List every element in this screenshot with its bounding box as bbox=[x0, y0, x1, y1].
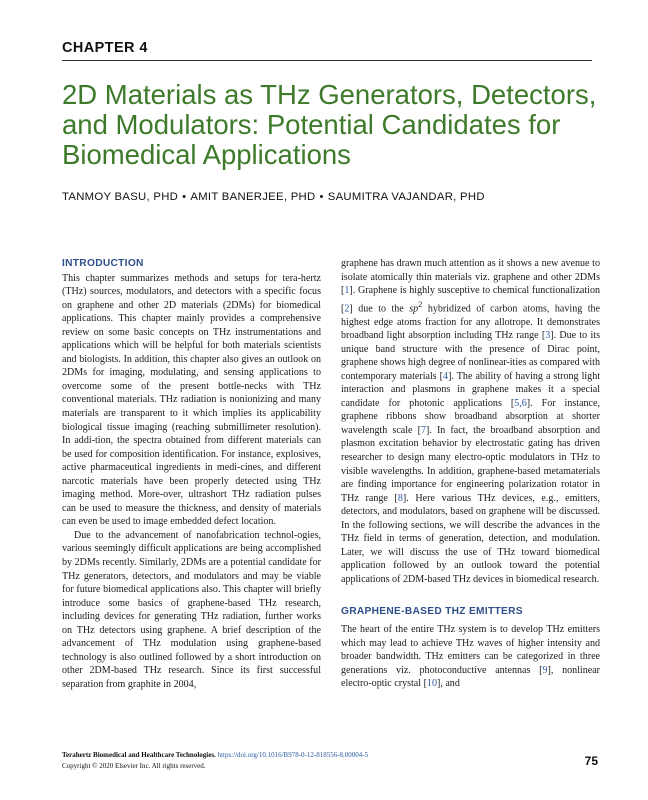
citation-link[interactable]: 2 bbox=[344, 302, 350, 314]
author-name: AMIT BANERJEE, PHD bbox=[190, 191, 316, 203]
citation-link[interactable]: 1 bbox=[344, 285, 350, 297]
chapter-title: 2D Materials as THz Generators, Detectors, and Modulators: Potential Candidates for Biomedical Applications bbox=[62, 79, 597, 170]
intro-paragraph-1: This chapter summarizes methods and setups for tera-hertz (THz) sources, modulators, and detectors with a specific focus on graphene and other 2D materials (2DMs) for biomedical applications. This chapter mainly provides a comprehensive review on some basic concepts on THz instrumentations and applications which will be helpful for both materials scientists and biologists. In addition, this chapter also gives an outlook on 2DMs for imaging, modulating, and sensing applications to overcome some of the present bottle-necks with THz conventional materials. THz radiation is nonionizing and many materials are transparent to it which implies its applicability biological tissue imaging (reaching submillimeter resolution). In addi-tion, the spectra obtained from different materials can be used for composition identification. For instance, explosives, active pharmaceutical ingredients in medi-cines, and different narcotic materials have been properly detected using THz imaging method. More-over, ultrashort THz radiation pulses can be used to measure the thickness, and density of materials can even be used to image embedded defect location. bbox=[62, 272, 321, 528]
citation-link[interactable]: 7 bbox=[420, 424, 426, 436]
copyright-notice: Copyright © 2020 Elsevier Inc. All rights reserved. bbox=[62, 762, 206, 770]
citation-link[interactable]: 8 bbox=[397, 492, 403, 504]
author-separator: • bbox=[182, 191, 187, 203]
author-name: TANMOY BASU, PHD bbox=[62, 191, 179, 203]
emitters-paragraph: The heart of the entire THz system is to develop THz emitters which may lead to achieve THz waves of higher intensity and broader bandwidth. THz emitters can be categorized in three generations viz. photoconductive antennas [9], nonlinear electro-optic crystal [10], and bbox=[341, 624, 601, 690]
section-heading-introduction: INTRODUCTION bbox=[62, 258, 144, 269]
citation-link[interactable]: 5,6 bbox=[514, 397, 527, 409]
doi-link[interactable]: https://doi.org/10.1016/B978-0-12-818556-8.00004-5 bbox=[217, 751, 369, 759]
book-title: Terahertz Biomedical and Healthcare Technologies. bbox=[62, 751, 216, 759]
intro-paragraph-2: Due to the advancement of nanofabrication technol-ogies, various seemingly difficult applications are being accomplished by 2DMs recently. Similarly, 2DMs are a potential candidate for THz generators, detectors, and modulators and may be viable for future biomedical applications also. This chapter will briefly introduce some basics of graphene-based THz research, including devices for generating THz radiation, further works on THz detectors using graphene. A brief description of the advancement of THz modulation using graphene-based technology is also outlined followed by a short introduction on other 2DM-based THz research. Since its first successful separation from graphite in 2004, bbox=[62, 529, 321, 690]
section-heading-thz-emitters: GRAPHENE-BASED THZ EMITTERS bbox=[341, 606, 523, 618]
citation-link[interactable]: 9 bbox=[542, 664, 548, 676]
author-list bbox=[62, 191, 622, 203]
author-separator: • bbox=[319, 191, 324, 203]
header-rule bbox=[62, 60, 592, 61]
citation-link[interactable]: 4 bbox=[443, 370, 449, 382]
citation-link[interactable]: 10 bbox=[426, 678, 437, 690]
chapter-label: CHAPTER 4 bbox=[62, 40, 148, 56]
author-name: SAUMITRA VAJANDAR, PHD bbox=[327, 191, 485, 203]
citation-link[interactable]: 3 bbox=[545, 330, 551, 342]
right-column bbox=[341, 257, 600, 691]
intro-paragraph-3: graphene has drawn much attention as it shows a new avenue to isolate atomically thin materials viz. graphene and other 2DMs [1]. Graphene is highly susceptive to chemical functionalization [2] due to the $sp^2$ hybridized of carbon atoms, having the highest edge atoms fraction for any allotrope. It demonstrates broadband light absorption including THz range [3]. Due to its unique band structure with the presence of Dirac point, graphene shows high degree of nonlinear-ities as compared with contemporary materials [4]. The ability of having a strong light interaction and plasmons in graphene makes it a special candidate for photonic applications [5,6]. For instance, graphene ribbons show broadband absorption at shorter wavelength scale [7]. In fact, the broadband absorption and plasmon excitation behavior by electrostatic gating has driven researcher to design many electro-optic modulators in THz to visible wavelengths. In addition, graphene-based metamaterials are finding importance for engineering polarization rotator in THz range [8]. Here various THz devices, e.g., emitters, detectors, and modulators, based on graphene will be discussed. In the following sections, we will describe the advances in the THz field in terms of generation, detection, and modulation. Later, we will discuss the use of THz toward biomedical application followed by an outlook toward the potential applications of 2DM-based THz devices in biomedical research. bbox=[341, 258, 601, 585]
page-footer bbox=[62, 750, 368, 772]
left-column bbox=[62, 257, 321, 692]
page-number: 75 bbox=[584, 754, 598, 768]
